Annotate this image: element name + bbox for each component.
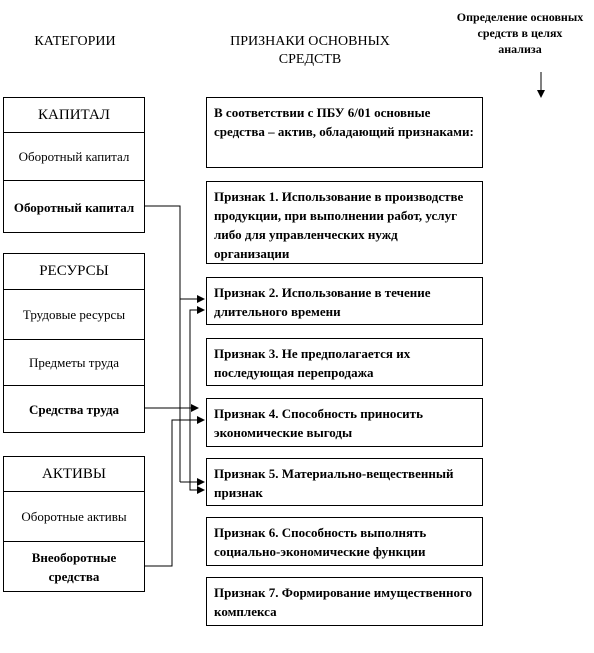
categories-header: КАТЕГОРИИ [34,34,116,49]
connector-capital [145,206,204,299]
group-item-linked: Средства труда [4,385,144,433]
feature-text: Способность выполнять социально-экономические функции [214,525,427,559]
group-item: Трудовые ресурсы [4,289,144,339]
feature-label: Признак 5. [214,466,279,481]
feature-label: Признак 2. [214,285,279,300]
connector-means-branch [190,310,204,408]
feature-text: Не предполагается их последующая перепродажа [214,346,411,380]
features-header: ПРИЗНАКИ ОСНОВНЫХ СРЕДСТВ [230,34,390,67]
group-item: Предметы труда [4,339,144,385]
feature-text: Использование в течение длительного времени [214,285,431,319]
feature-text: Формирование имущественного комплекса [214,585,473,619]
group-item: Оборотный капитал [4,132,144,180]
intro-text: В соответствии с ПБУ 6/01 основные средства – актив, обладающий признаками: [214,105,474,139]
group-item-linked: Внеоборотные средства [4,541,144,592]
group-item: Оборотные активы [4,491,144,541]
feature-label: Признак 4. [214,406,279,421]
feature-text: Способность приносить экономические выгоды [214,406,423,440]
definition-header: Определение основных средств в целях анализа [456,10,584,56]
group-title-resources: РЕСУРСЫ [39,263,109,279]
feature-text: Использование в производстве продукции, при выполнении работ, услуг либо для управленческих нужд организации [214,189,464,261]
group-title-assets: АКТИВЫ [42,465,106,482]
feature-label: Признак 7. [214,585,279,600]
feature-label: Признак 6. [214,525,279,540]
feature-label: Признак 3. [214,346,279,361]
feature-label: Признак 1. [214,189,279,204]
group-item-linked: Оборотный капитал [4,180,144,233]
connector-noncurrent [145,420,204,566]
group-title-capital: КАПИТАЛ [38,106,110,123]
feature-text: Материально-вещественный признак [214,466,454,500]
